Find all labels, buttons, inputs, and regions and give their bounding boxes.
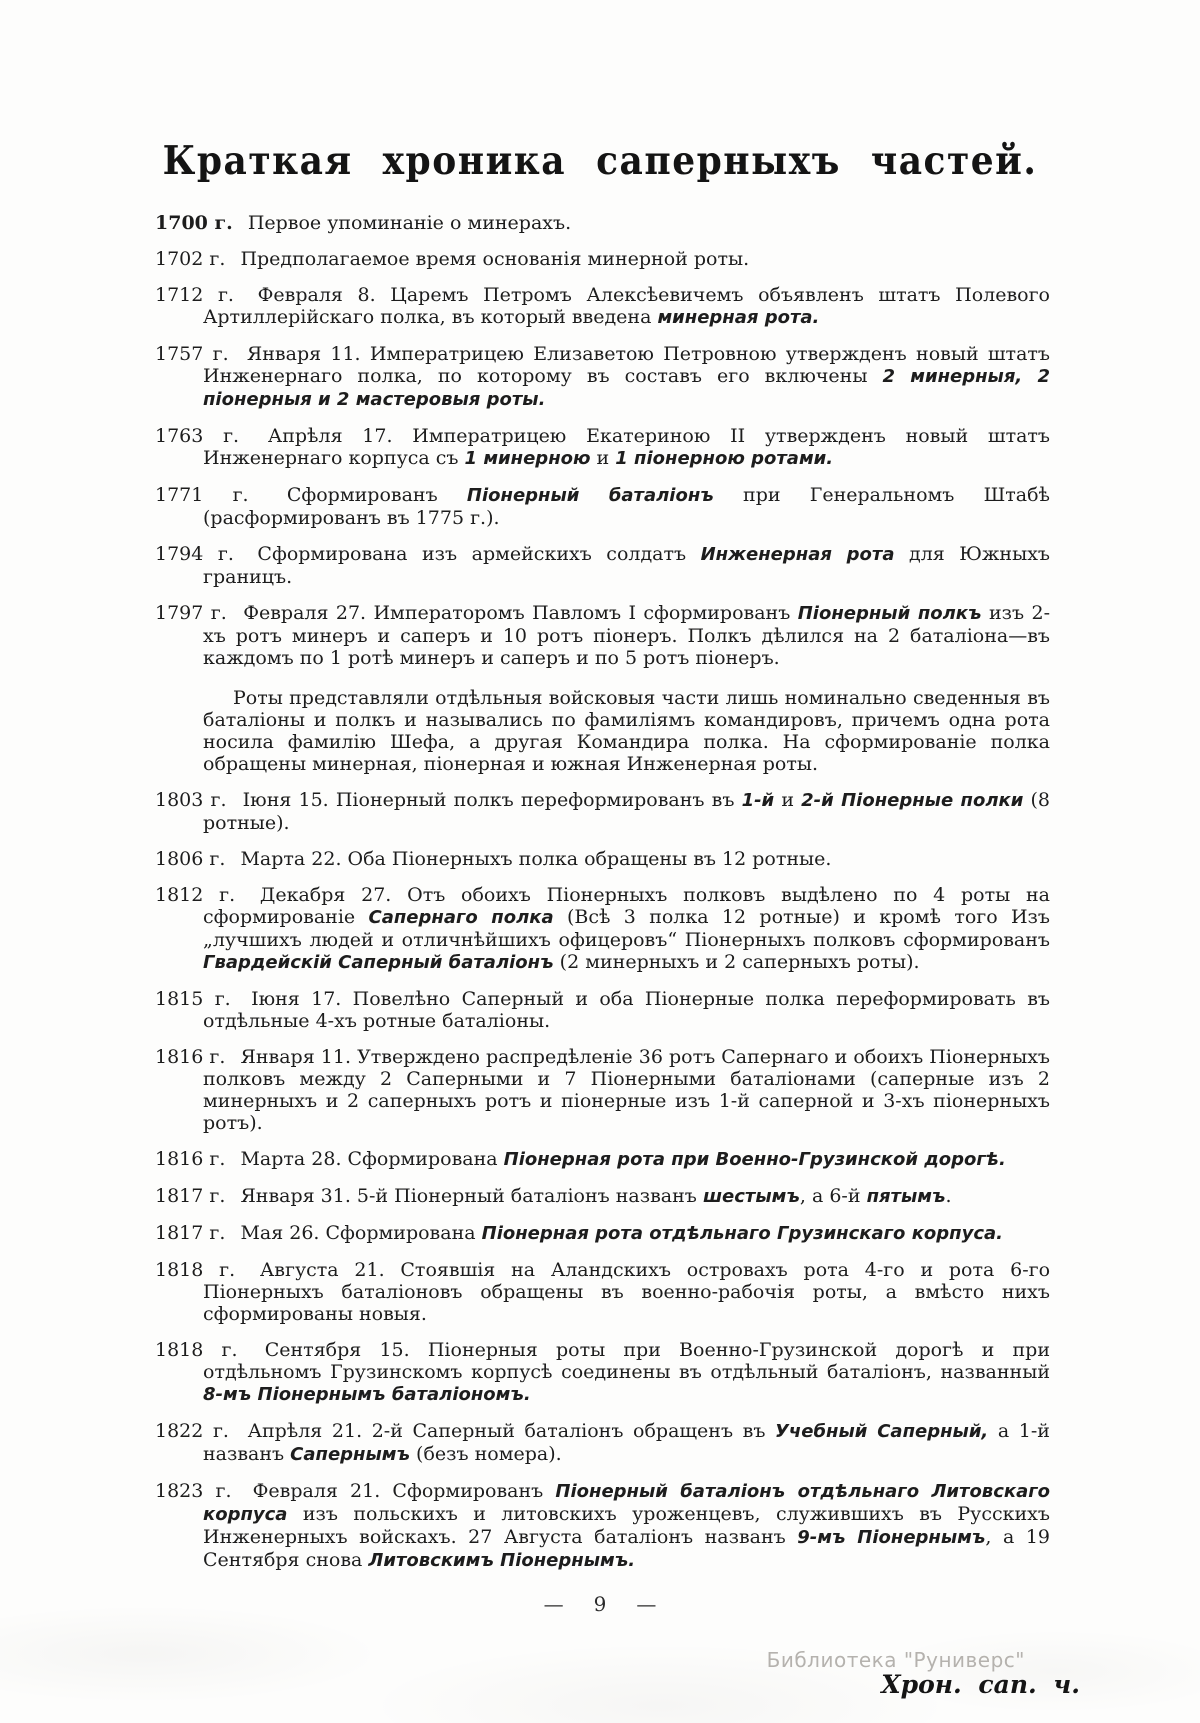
emphasized-unit-name: Піонерный баталіонъ отдѣльнаго Литовскаго корпуса (203, 1481, 1051, 1525)
entry-text (240, 1185, 951, 1207)
text-segment: Декабря 27. Отъ обоихъ Піонерныхъ полковъ выдѣлено по 4 роты на сформированіе (203, 884, 1050, 928)
entry-text (203, 1046, 1050, 1134)
text-segment: Іюня 15. Піонерный полкъ переформированъ въ (242, 789, 742, 811)
entry-year: 1797 г. (155, 602, 227, 624)
entry-row (155, 1148, 1050, 1171)
entry-year: 1771 г. (155, 484, 249, 506)
entry-text (203, 284, 1050, 328)
text-segment: а 1-й названъ (203, 1420, 1050, 1465)
entry-row (155, 687, 1050, 775)
text-segment: Іюня 17. Повелѣно Саперный и оба Піонерные полка переформировать въ отдѣльные 4-хъ ротные баталіоны. (203, 988, 1050, 1032)
entry-text (203, 789, 1050, 834)
entry-year: 1794 г. (155, 543, 234, 565)
text-segment: при Генеральномъ Штабѣ (расформированъ въ 1775 г.). (203, 484, 1051, 529)
emphasized-unit-name: Литовскимъ Піонернымъ. (368, 1550, 636, 1571)
entry-text (240, 848, 831, 870)
text-segment: Предполагаемое время основанія минерной роты. (240, 248, 750, 270)
text-segment: Сформированъ (286, 484, 467, 506)
emphasized-unit-name: 2-й Піонерные полки (801, 790, 1024, 811)
entry-year: 1815 г. (155, 988, 231, 1010)
page-number-value: 9 (593, 1592, 607, 1616)
emphasized-unit-name: Сапернымъ (290, 1444, 411, 1465)
entry-text (248, 212, 571, 234)
entry-row (155, 343, 1050, 411)
emphasized-unit-name: шестымъ (702, 1186, 800, 1207)
page-number-right-dash: — (636, 1592, 657, 1616)
page-title: Краткая хроника саперныхъ частей. (162, 138, 1038, 184)
entry-year: 1822 г. (155, 1420, 229, 1442)
entry-year: 1812 г. (155, 884, 236, 906)
entry-year: 1817 г. (155, 1222, 226, 1244)
running-footer-title: Хрон. сап. ч. (881, 1670, 1080, 1699)
text-segment: (8 ротные). (203, 789, 1050, 834)
entry-row (155, 1420, 1050, 1466)
entry-text (203, 425, 1050, 469)
entry-year: 1817 г. (155, 1185, 226, 1207)
entry-row (155, 602, 1050, 669)
entry-year: 1763 г. (155, 425, 240, 447)
emphasized-unit-name: Учебный Саперный, (775, 1421, 989, 1442)
text-segment: (2 минерныхъ и 2 саперныхъ роты). (553, 951, 920, 973)
entry-text (203, 1480, 1050, 1571)
entry-row (155, 284, 1050, 329)
emphasized-unit-name: Піонерный баталіонъ (466, 485, 714, 506)
emphasized-unit-name: Піонерная рота отдѣльнаго Грузинскаго корпуса. (481, 1223, 1003, 1244)
entry-row (155, 425, 1050, 470)
entry-year: 1757 г. (155, 343, 229, 365)
emphasized-unit-name: пятымъ (866, 1186, 946, 1207)
text-segment: Роты представляли отдѣльныя войсковыя части лишь номинально сведенныя въ баталіоны и полкъ и назывались по фамиліямъ командировъ, причемъ одна рота носила фамилію Шефа, а другая Командира полка. На сформированіе полка обращены минерная, піонерная и южная Инженерная роты. (203, 687, 1050, 775)
entry-row (155, 1339, 1050, 1406)
entry-row (155, 884, 1050, 974)
entry-row (155, 1222, 1050, 1245)
entry-text (203, 484, 1050, 529)
entry-row (155, 212, 1050, 234)
entry-row (155, 988, 1050, 1032)
entry-row (155, 848, 1050, 870)
text-segment: Февраля 8. Царемъ Петромъ Алексѣевичемъ объявленъ штатъ Полевого Артиллерійскаго полка, въ который введена (203, 284, 1050, 328)
entry-text (240, 1148, 1005, 1170)
text-segment: изъ польскихъ и литовскихъ уроженцевъ, служившихъ въ Русскихъ Инженерныхъ войскахъ. 27 Августа баталіонъ названъ (203, 1503, 1050, 1548)
text-segment: Апрѣля 21. 2-й Саперный баталіонъ обращенъ въ (247, 1420, 776, 1442)
text-segment: Января 31. 5-й Піонерный баталіонъ названъ (240, 1185, 703, 1207)
entry-year: 1816 г. (155, 1046, 226, 1068)
page-number-left-dash: — (543, 1592, 564, 1616)
entry-row (155, 789, 1050, 834)
emphasized-unit-name: Гвардейскій Саперный баталіонъ (203, 952, 554, 973)
entry-row (155, 543, 1050, 588)
entry-year: 1806 г. (155, 848, 226, 870)
text-segment: изъ 2-хъ ротъ минеръ и саперъ и 10 ротъ піонеръ. Полкъ дѣлился на 2 баталіона—въ каждомъ по 1 ротѣ минеръ и саперъ и по 5 ротъ піонеръ. (203, 602, 1050, 669)
text-segment: и (774, 789, 802, 811)
emphasized-unit-name: 8-мъ Піонернымъ баталіономъ. (203, 1384, 531, 1405)
emphasized-unit-name: Піонерная рота при Военно-Грузинской дорогѣ. (503, 1149, 1006, 1170)
entry-year: 1818 г. (155, 1259, 236, 1281)
page-number (0, 1592, 1200, 1616)
entry-text (203, 543, 1050, 588)
entry-year: 1700 г. (155, 212, 233, 234)
text-segment: Февраля 27. Императоромъ Павломъ I сформированъ (243, 602, 798, 624)
entry-year: 1823 г. (155, 1480, 232, 1502)
text-segment: Января 11. Утверждено распредѣленіе 36 ротъ Сапернаго и обоихъ Піонерныхъ полковъ между 2 Саперными и 7 Піонерными баталіонами (саперные изъ 2 минерныхъ и 2 саперныхъ ротъ и піонерные изъ 1-й саперной и 3-хъ піонерныхъ ротъ). (203, 1046, 1051, 1134)
entry-list (155, 212, 1050, 1586)
entry-text (240, 1222, 1003, 1244)
text-segment: Апрѣля 17. Императрицею Екатериною II утвержденъ новый штатъ Инженернаго корпуса съ (203, 425, 1051, 469)
library-watermark: Библиотека "Руниверс" (766, 1648, 1025, 1672)
entry-row (155, 1259, 1050, 1325)
entry-row (155, 484, 1050, 529)
entry-text (240, 248, 749, 270)
text-segment: Первое упоминаніе о минерахъ. (247, 212, 572, 234)
text-segment: Марта 22. Оба Піонерныхъ полка обращены въ 12 ротные. (240, 848, 832, 870)
entry-text (203, 988, 1050, 1032)
emphasized-unit-name: 1-й (741, 790, 775, 811)
entry-row (155, 1046, 1050, 1134)
entry-text (203, 1420, 1050, 1465)
emphasized-unit-name: Сапернаго полка (368, 907, 554, 928)
text-segment: Августа 21. Стоявшія на Аландскихъ островахъ рота 4-го и рота 6-го Піонерныхъ баталіоновъ обращены въ военно-рабочія роты, а вмѣсто нихъ сформированы новыя. (203, 1259, 1051, 1325)
emphasized-unit-name: 1 минерною (464, 448, 591, 469)
text-segment: и (590, 447, 616, 469)
entry-text (203, 602, 1050, 669)
entry-year: 1803 г. (155, 789, 227, 811)
entry-text (203, 1259, 1050, 1325)
text-segment: Февраля 21. Сформированъ (252, 1480, 556, 1502)
text-segment: (Всѣ 3 полка 12 ротные) и кромѣ того Изъ „лучшихъ людей и отличнѣйшихъ офицеровъ“ Піонерныхъ полковъ сформированъ (203, 906, 1051, 951)
entry-year: 1702 г. (155, 248, 226, 270)
text-segment: , а 19 Сентября снова (203, 1526, 1050, 1571)
text-segment: Января 11. Императрицею Елизаветою Петровною утвержденъ новый штатъ Инженернаго полка, по которому въ составъ его включены (203, 343, 1050, 387)
emphasized-unit-name: 2 минерныя, 2 піонерныя и 2 мастеровыя роты. (203, 366, 1050, 410)
text-segment: , а 6-й (799, 1185, 867, 1207)
entry-year: 1816 г. (155, 1148, 226, 1170)
entry-text (203, 884, 1050, 973)
entry-row (155, 1480, 1050, 1572)
emphasized-unit-name: минерная рота. (657, 307, 820, 328)
entry-year: 1712 г. (155, 284, 234, 306)
entry-row (155, 1185, 1050, 1208)
entry-row (155, 248, 1050, 270)
text-segment: Сформирована изъ армейскихъ солдатъ (257, 543, 701, 565)
text-segment: (безъ номера). (410, 1443, 562, 1465)
emphasized-unit-name: Инженерная рота (700, 544, 895, 565)
emphasized-unit-name: Піонерный полкъ (797, 603, 982, 624)
text-segment: Марта 28. Сформирована (240, 1148, 504, 1170)
text-segment: Сентября 15. Піонерныя роты при Военно-Грузинской дорогѣ и при отдѣльномъ Грузинскомъ корпусѣ соединены въ отдѣльный баталіонъ, названный (203, 1339, 1050, 1383)
text-segment: Мая 26. Сформирована (240, 1222, 482, 1244)
text-segment: . (945, 1185, 952, 1207)
entry-text (203, 343, 1050, 410)
text-segment: для Южныхъ границъ. (203, 543, 1051, 588)
emphasized-unit-name: 1 піонерною ротами. (615, 448, 834, 469)
emphasized-unit-name: 9-мъ Піонернымъ (797, 1527, 986, 1548)
entry-text (203, 687, 1050, 775)
entry-year: 1818 г. (155, 1339, 238, 1361)
entry-text (203, 1339, 1050, 1405)
